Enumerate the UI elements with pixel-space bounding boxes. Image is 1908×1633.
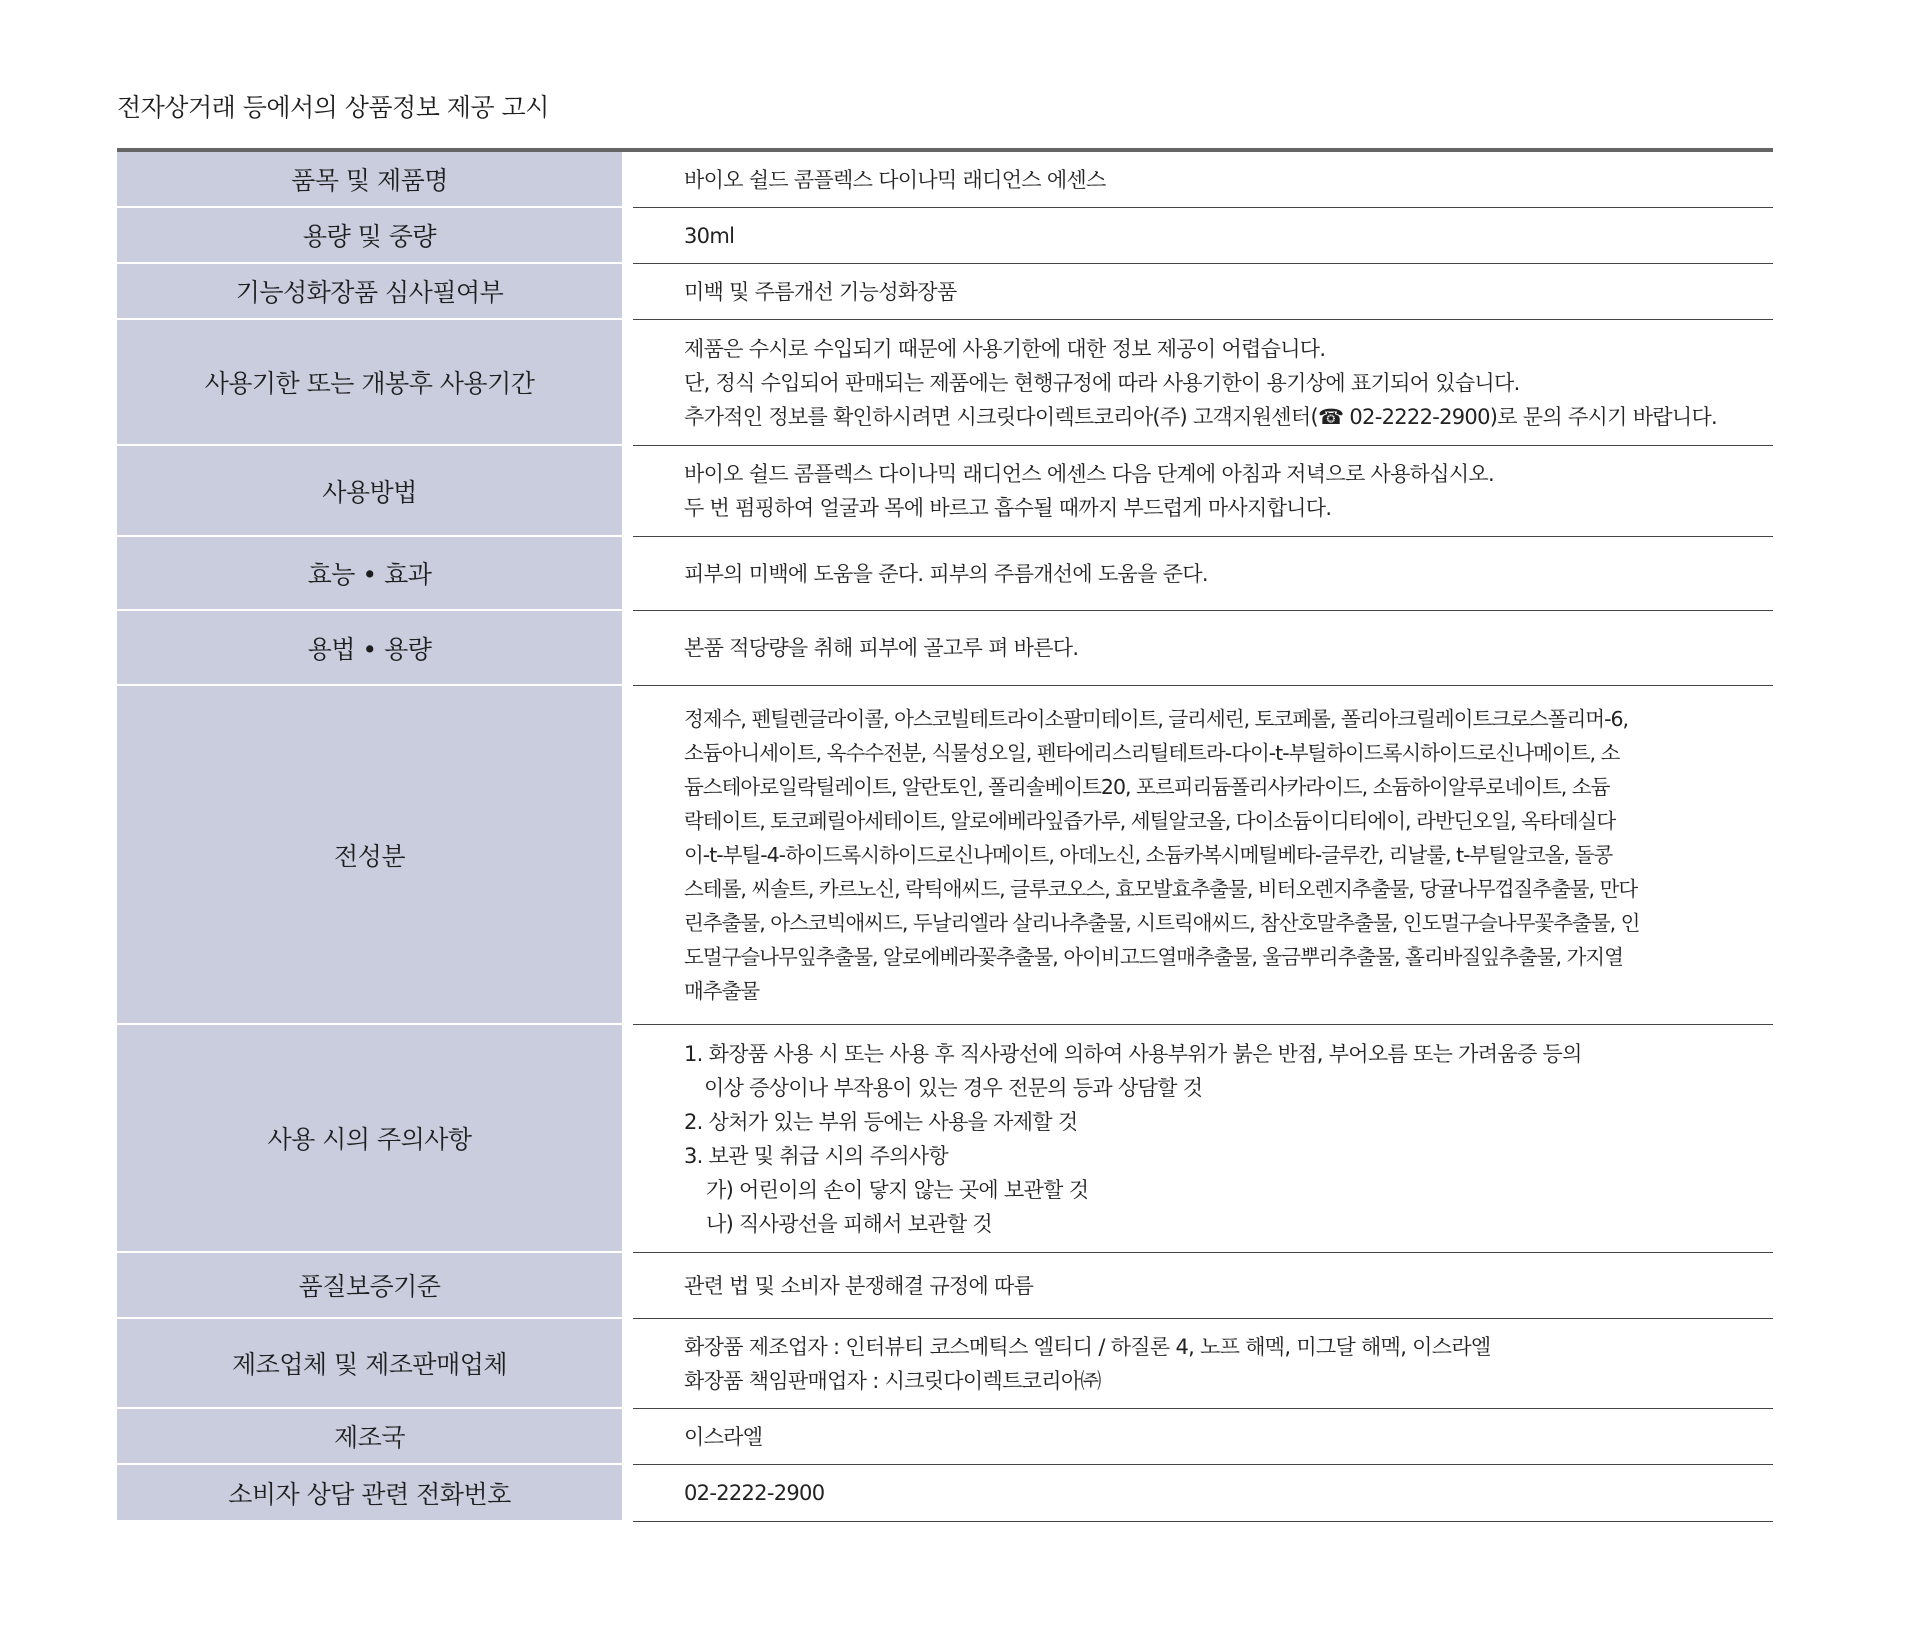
column-gap <box>622 1465 633 1522</box>
table-row <box>117 152 1773 208</box>
row-value <box>633 1025 1773 1253</box>
table-row <box>117 1465 1773 1522</box>
value-line: 제품은 수시로 수입되기 때문에 사용기한에 대한 정보 제공이 어렵습니다. <box>684 336 1326 361</box>
value-line: 두 번 펌핑하여 얼굴과 목에 바르고 흡수될 때까지 부드럽게 마사지합니다. <box>684 496 1332 520</box>
column-gap <box>622 446 633 537</box>
value-line: 바이오 쉴드 콤플렉스 다이나믹 래디언스 에센스 다음 단계에 아침과 저녁으로 사용하십시오. <box>684 462 1494 486</box>
row-label: 품질보증기준 <box>117 1253 622 1319</box>
table-row <box>117 611 1773 686</box>
row-label: 사용 시의 주의사항 <box>117 1025 622 1253</box>
value-line: 나) 직사광선을 피해서 보관할 것 <box>706 1211 993 1236</box>
row-value <box>633 1253 1773 1319</box>
row-value <box>633 264 1773 320</box>
value-line: 정제수, 펜틸렌글라이콜, 아스코빌테트라이소팔미테이트, 글리세린, 토코페롤, 폴리아크릴레이트크로스폴리머-6, <box>684 707 1629 731</box>
value-line: 화장품 책임판매업자 : 시크릿다이렉트코리아㈜ <box>684 1368 1101 1393</box>
table-row <box>117 686 1773 1025</box>
column-gap <box>622 208 633 264</box>
row-value <box>633 446 1773 537</box>
row-label: 기능성화장품 심사필여부 <box>117 264 622 320</box>
table-row <box>117 1253 1773 1319</box>
column-gap <box>622 537 633 611</box>
value-line: 본품 적당량을 취해 피부에 골고루 펴 바른다. <box>684 636 1079 660</box>
row-label: 용량 및 중량 <box>117 208 622 264</box>
table-row <box>117 264 1773 320</box>
row-label: 소비자 상담 관련 전화번호 <box>117 1465 622 1522</box>
row-label: 사용기한 또는 개봉후 사용기간 <box>117 320 622 446</box>
table-row <box>117 320 1773 446</box>
row-label: 사용방법 <box>117 446 622 537</box>
row-value <box>633 686 1773 1025</box>
value-line: 02-2222-2900 <box>684 1481 825 1505</box>
value-line: 1. 화장품 사용 시 또는 사용 후 직사광선에 의하여 사용부위가 붉은 반점, 부어오름 또는 가려움증 등의 <box>684 1041 1582 1066</box>
column-gap <box>622 1409 633 1465</box>
value-line: 듐스테아로일락틸레이트, 알란토인, 폴리솔베이트20, 포르피리듐폴리사카라이드, 소듐하이알루로네이트, 소듐 <box>684 775 1610 799</box>
column-gap <box>622 611 633 686</box>
column-gap <box>622 686 633 1025</box>
value-line: 미백 및 주름개선 기능성화장품 <box>684 279 957 304</box>
table-row <box>117 208 1773 264</box>
value-line: 이상 증상이나 부작용이 있는 경우 전문의 등과 상담할 것 <box>704 1075 1203 1100</box>
value-line: 3. 보관 및 취급 시의 주의사항 <box>684 1143 948 1168</box>
row-value <box>633 152 1773 208</box>
document-title: 전자상거래 등에서의 상품정보 제공 고시 <box>117 93 549 122</box>
value-line: 2. 상처가 있는 부위 등에는 사용을 자제할 것 <box>684 1109 1078 1134</box>
value-line: 소듐아니세이트, 옥수수전분, 식물성오일, 펜타에리스리틸테트라-다이-t-부틸하이드록시하이드로신나메이트, 소 <box>684 741 1620 765</box>
value-line: 스테롤, 씨솔트, 카르노신, 락틱애씨드, 글루코오스, 효모발효추출물, 비터오렌지추출물, 당귤나무껍질추출물, 만다 <box>684 877 1638 901</box>
value-line: 화장품 제조업자 : 인터뷰티 코스메틱스 엘티디 / 하질론 4, 노프 해멕, 미그달 해멕, 이스라엘 <box>684 1334 1491 1359</box>
table-row <box>117 1025 1773 1253</box>
value-line: 도멀구슬나무잎추출물, 알로에베라꽃추출물, 아이비고드열매추출물, 울금뿌리추출물, 홀리바질잎추출물, 가지열 <box>684 945 1623 969</box>
row-value <box>633 537 1773 611</box>
value-line: 바이오 쉴드 콤플렉스 다이나믹 래디언스 에센스 <box>684 167 1106 192</box>
row-value <box>633 1465 1773 1522</box>
value-line: 피부의 미백에 도움을 준다. 피부의 주름개선에 도움을 준다. <box>684 561 1208 586</box>
row-label: 품목 및 제품명 <box>117 152 622 208</box>
row-value <box>633 1319 1773 1409</box>
row-label: 제조업체 및 제조판매업체 <box>117 1319 622 1409</box>
table-row <box>117 446 1773 537</box>
value-line: 이-t-부틸-4-하이드록시하이드로신나메이트, 아데노신, 소듐카복시메틸베타-글루칸, 리날룰, t-부틸알코올, 돌콩 <box>684 843 1613 867</box>
value-line: 린추출물, 아스코빅애씨드, 두날리엘라 살리나추출물, 시트릭애씨드, 참산호말추출물, 인도멀구슬나무꽃추출물, 인 <box>684 911 1640 935</box>
row-label: 효능 • 효과 <box>117 537 622 611</box>
row-value <box>633 611 1773 686</box>
row-label: 용법 • 용량 <box>117 611 622 686</box>
table-row <box>117 1409 1773 1465</box>
column-gap <box>622 1253 633 1319</box>
column-gap <box>622 264 633 320</box>
column-gap <box>622 1025 633 1253</box>
row-label: 전성분 <box>117 686 622 1025</box>
row-value <box>633 320 1773 446</box>
value-line: 가) 어린이의 손이 닿지 않는 곳에 보관할 것 <box>706 1177 1089 1202</box>
product-info-table <box>117 152 1773 1522</box>
value-line: 30ml <box>684 223 735 248</box>
value-line: 매추출물 <box>684 979 760 1003</box>
column-gap <box>622 1319 633 1409</box>
row-value <box>633 208 1773 264</box>
row-label: 제조국 <box>117 1409 622 1465</box>
value-line: 추가적인 정보를 확인하시려면 시크릿다이렉트코리아(주) 고객지원센터(☎ 02-2222-2900)로 문의 주시기 바랍니다. <box>684 404 1718 429</box>
row-value <box>633 1409 1773 1465</box>
value-line: 단, 정식 수입되어 판매되는 제품에는 현행규정에 따라 사용기한이 용기상에 표기되어 있습니다. <box>684 370 1520 395</box>
column-gap <box>622 152 633 208</box>
value-line: 이스라엘 <box>684 1424 763 1449</box>
column-gap <box>622 320 633 446</box>
table-row <box>117 1319 1773 1409</box>
value-line: 락테이트, 토코페릴아세테이트, 알로에베라잎즙가루, 세틸알코올, 다이소듐이디티에이, 라반딘오일, 옥타데실다 <box>684 809 1616 833</box>
value-line: 관련 법 및 소비자 분쟁해결 규정에 따름 <box>684 1273 1034 1298</box>
table-row <box>117 537 1773 611</box>
